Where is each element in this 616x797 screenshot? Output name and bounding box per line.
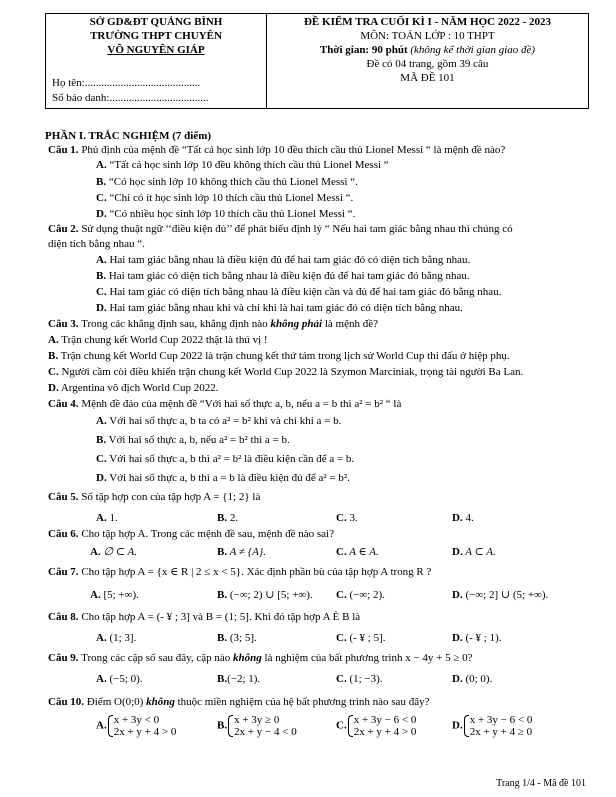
option-text: 2. (229, 512, 239, 524)
option-letter: C. (96, 453, 107, 465)
q7-option-d (452, 589, 548, 601)
option-letter: B. (217, 589, 228, 601)
q2-option-a (96, 254, 470, 266)
q1-option-c (96, 192, 353, 204)
option-text: 4. (465, 512, 474, 524)
inequality-system: x + 3y − 6 < 0 2x + y + 4 ≥ 0 (463, 714, 533, 738)
question-2-cont: diện tích bằng nhau “. (48, 238, 145, 250)
option-letter: B. (217, 632, 228, 644)
option-text: (0; 0). (465, 673, 493, 685)
exam-time-note: (không kể thời gian giao đề) (410, 44, 536, 56)
question-text: là mệnh đề? (322, 318, 379, 330)
school-name-1: TRƯỜNG THPT CHUYÊN (90, 30, 222, 42)
question-label: Câu 1. (48, 144, 79, 156)
option-letter: C. (336, 719, 347, 732)
option-letter: A. (48, 334, 59, 346)
question-emphasis: không (233, 652, 262, 664)
option-text: 3. (349, 512, 358, 524)
option-letter: B. (217, 546, 228, 558)
q2-option-c (96, 286, 501, 298)
school-name-2: VÕ NGUYÊN GIÁP (107, 44, 205, 56)
q9-option-a (96, 673, 143, 685)
q10-option-b (217, 714, 297, 738)
option-letter: C. (96, 286, 107, 298)
question-9 (48, 652, 473, 664)
q3-option-a (48, 334, 268, 346)
option-letter: A. (96, 719, 107, 732)
option-letter: A. (96, 673, 107, 685)
option-text: Trận chung kết World Cup 2022 thật là thú vị ! (61, 334, 268, 346)
option-letter: A. (90, 546, 101, 558)
q4-option-c (96, 453, 354, 465)
option-letter: B. (96, 270, 107, 282)
question-text: Mệnh đề đảo của mệnh đề “Với hai số thực a, b, nếu a = b thì a² = b² “ là (78, 398, 402, 410)
question-label: Câu 10. (48, 696, 85, 708)
question-text: Trong các khẳng định sau, khẳng định nào (78, 318, 271, 330)
option-letter: A. (96, 254, 107, 266)
question-10 (48, 696, 429, 708)
q4-option-b (96, 434, 290, 446)
option-text: “Tất cả học sinh lớp 10 đều không thích cầu thủ Lionel Messi “ (109, 159, 389, 171)
option-text: Hai tam giác bằng nhau khi và chỉ khi là hai tam giác đó có diện tích bằng nhau. (109, 302, 463, 314)
option-text: (1; −3). (349, 673, 383, 685)
question-label: Câu 9. (48, 652, 79, 664)
question-3 (48, 318, 378, 330)
option-letter: D. (48, 382, 59, 394)
question-label: Câu 7. (48, 566, 79, 578)
question-text: Sử dụng thuật ngữ ‘‘điều kiện đủ’’ để phát biểu định lý “ Nếu hai tam giác bằng nhau thì chúng có (78, 223, 513, 235)
q10-option-a (96, 714, 176, 738)
option-text: Trận chung kết World Cup 2022 là trận chung kết thứ tám trong lịch sử World Cup thi đấu ở hiệp phụ. (60, 350, 510, 362)
option-letter: A. (96, 159, 107, 171)
question-text: Số tập hợp con của tập hợp A = {1; 2} là (78, 491, 261, 503)
option-letter: D. (452, 673, 463, 685)
q7-option-c (336, 589, 385, 601)
option-text: Với hai số thực a, b thì a = b là điều kiện đủ để a² = b². (109, 472, 350, 484)
option-letter: D. (96, 472, 107, 484)
question-1 (48, 144, 505, 156)
exam-subject: MÔN: TOÁN LỚP : 10 THPT (360, 30, 495, 42)
option-text: (−2; 1). (227, 673, 261, 685)
option-letter: C. (336, 546, 347, 558)
option-letter: B. (96, 434, 107, 446)
question-emphasis: không phải (270, 318, 323, 330)
option-text: “Có học sinh lớp 10 không thích cầu thủ Lionel Messi “. (108, 176, 358, 188)
option-letter: C. (336, 673, 347, 685)
q9-option-c (336, 673, 383, 685)
q5-option-c (336, 512, 358, 524)
option-text: [5; +∞). (103, 589, 139, 601)
q9-option-d (452, 673, 492, 685)
option-text: A ∈ A. (349, 546, 379, 558)
question-text: Điểm O(0;0) (84, 696, 147, 708)
question-8 (48, 611, 360, 623)
question-text: Cho tập hợp A. Trong các mệnh đề sau, mệnh đề nào sai? (78, 528, 334, 540)
q8-option-d (452, 632, 502, 644)
option-letter: C. (96, 192, 107, 204)
option-text: “Chỉ có ít học sinh lớp 10 thích cầu thủ Lionel Messi “. (109, 192, 354, 204)
option-text: (−∞; 2] ∪ (5; +∞). (465, 589, 549, 601)
option-letter: C. (336, 589, 347, 601)
q1-option-b (96, 176, 358, 188)
q6-option-c (336, 546, 379, 558)
option-letter: B. (96, 176, 107, 188)
q8-option-c (336, 632, 386, 644)
option-letter: D. (452, 589, 463, 601)
question-text: là nghiệm của bất phương trình x − 4y + 5 ≥ 0? (261, 652, 473, 664)
option-text: Argentina vô địch World Cup 2022. (60, 382, 219, 394)
exam-time-label: Thời gian: 90 phút (319, 44, 408, 56)
option-text: (3; 5]. (229, 632, 257, 644)
option-text: 1. (109, 512, 118, 524)
q7-option-b (217, 589, 313, 601)
q6-option-b (217, 546, 266, 558)
option-letter: D. (452, 719, 463, 732)
page-footer: Trang 1/4 - Mã đề 101 (496, 778, 586, 789)
option-text: A ⊂ A. (465, 546, 496, 558)
q5-option-b (217, 512, 238, 524)
question-4 (48, 398, 401, 410)
option-text: A ≠ {A}. (229, 546, 266, 558)
q10-option-c (336, 714, 416, 738)
question-6 (48, 528, 334, 540)
option-letter: A. (96, 512, 107, 524)
exam-time (267, 44, 588, 56)
section-title: PHẦN I. TRẮC NGHIỆM (7 điểm) (45, 130, 212, 142)
q4-option-a (96, 415, 341, 427)
inequality-system: x + 3y < 0 2x + y + 4 > 0 (107, 714, 177, 738)
option-letter: D. (452, 632, 463, 644)
question-label: Câu 4. (48, 398, 79, 410)
question-text: thuộc miền nghiệm của hệ bất phương trình nào sau đây? (174, 696, 430, 708)
question-text: Trong các cặp số sau đây, cặp nào (78, 652, 234, 664)
option-text: (−5; 0). (109, 673, 143, 685)
option-letter: D. (96, 302, 107, 314)
dept-name: SỞ GD&ĐT QUẢNG BÌNH (89, 16, 223, 28)
question-text: Phủ định của mệnh đề “Tất cả học sinh lớp 10 đều thích cầu thủ Lionel Messi “ là mệnh đề nào? (78, 144, 506, 156)
question-7 (48, 566, 431, 578)
option-letter: A. (96, 415, 107, 427)
option-text: Với hai số thực a, b ta có a² = b² khi và chỉ khi a = b. (109, 415, 342, 427)
option-text: (- ¥ ; 1). (465, 632, 502, 644)
option-letter: D. (452, 546, 463, 558)
question-text: Cho tập hợp A = {x ∈ R | 2 ≤ x < 5}. Xác định phần bù của tập hợp A trong R ? (78, 566, 432, 578)
q9-option-b (217, 673, 260, 685)
question-label: Câu 2. (48, 223, 79, 235)
question-2 (48, 223, 513, 235)
option-text: Hai tam giác bằng nhau là điều kiện đủ để hai tam giác đó có diện tích bằng nhau. (109, 254, 471, 266)
exam-code: MÃ ĐỀ 101 (400, 72, 455, 84)
option-letter: D. (96, 208, 107, 220)
q1-option-d (96, 208, 355, 220)
option-text: Người cầm còi điều khiển trận chung kết World Cup 2022 là Szymon Marciniak, trọng tài người Ba Lan. (61, 366, 524, 378)
q6-option-a (90, 546, 137, 558)
q5-option-d (452, 512, 474, 524)
option-letter: C. (48, 366, 59, 378)
q3-option-d (48, 382, 218, 394)
option-letter: A. (96, 632, 107, 644)
q8-option-b (217, 632, 257, 644)
option-letter: B. (217, 719, 228, 732)
question-5 (48, 491, 260, 503)
q8-option-a (96, 632, 136, 644)
option-text: “Có nhiều học sinh lớp 10 thích cầu thủ Lionel Messi “. (109, 208, 356, 220)
option-text: (1; 3]. (109, 632, 137, 644)
question-label: Câu 6. (48, 528, 79, 540)
option-text: Hai tam giác có diện tích bằng nhau là điều kiện cần và đủ để hai tam giác đó bằng nhau. (109, 286, 502, 298)
exam-title: ĐỀ KIỂM TRA CUỐI KÌ I - NĂM HỌC 2022 - 2023 (303, 16, 551, 28)
option-letter: C. (336, 632, 347, 644)
option-text: Hai tam giác có diện tích bằng nhau là điều kiện đủ để hai tam giác đó bằng nhau. (108, 270, 470, 282)
question-label: Câu 3. (48, 318, 79, 330)
exam-header (45, 13, 589, 109)
option-letter: D. (452, 512, 463, 524)
question-text: Cho tập hợp A = (- ¥ ; 3] và B = (1; 5]. Khi đó tập hợp A È B là (78, 611, 361, 623)
q3-option-c (48, 366, 523, 378)
exam-pages: Đề có 04 trang, gồm 39 câu (366, 58, 489, 70)
question-emphasis: không (146, 696, 175, 708)
option-text: ∅ ⊂ A. (103, 546, 138, 558)
option-text: (- ¥ ; 5]. (349, 632, 386, 644)
q3-option-b (48, 350, 510, 362)
option-letter: C. (336, 512, 347, 524)
q2-option-d (96, 302, 463, 314)
q6-option-d (452, 546, 496, 558)
inequality-system: x + 3y − 6 < 0 2x + y + 4 > 0 (347, 714, 417, 738)
student-id-field: Số báo danh:.................................... (52, 92, 209, 104)
q5-option-a (96, 512, 118, 524)
option-letter: B. (217, 673, 228, 685)
school-block (46, 14, 267, 108)
q10-option-d (452, 714, 532, 738)
option-text: (−∞; 2). (349, 589, 385, 601)
exam-info-block (267, 14, 588, 108)
option-text: (−∞; 2) ∪ [5; +∞). (229, 589, 313, 601)
q4-option-d (96, 472, 350, 484)
option-letter: B. (217, 512, 228, 524)
question-label: Câu 5. (48, 491, 79, 503)
student-name-field: Họ tên:.......................................... (52, 77, 201, 89)
option-letter: B. (48, 350, 59, 362)
q2-option-b (96, 270, 470, 282)
option-text: Với hai số thực a, b thì a² = b² là điều kiện cần để a = b. (109, 453, 355, 465)
inequality-system: x + 3y ≥ 0 2x + y − 4 < 0 (227, 714, 297, 738)
question-label: Câu 8. (48, 611, 79, 623)
q1-option-a (96, 159, 389, 171)
option-letter: A. (90, 589, 101, 601)
option-text: Với hai số thực a, b, nếu a² = b² thì a = b. (108, 434, 290, 446)
q7-option-a (90, 589, 139, 601)
